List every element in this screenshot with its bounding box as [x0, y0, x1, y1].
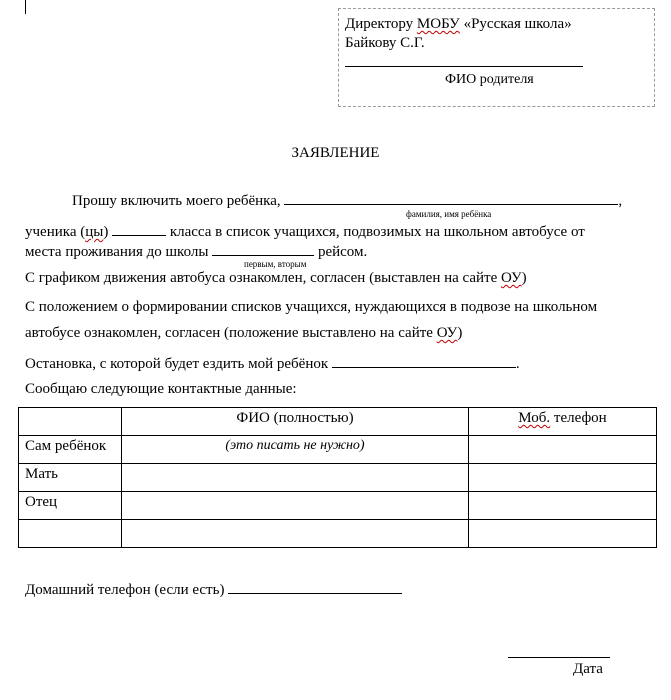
request-text: Прошу включить моего ребёнка, [72, 193, 281, 209]
pupil-text-suffix: цы [85, 224, 104, 240]
class-blank[interactable] [112, 221, 166, 236]
row-label[interactable] [19, 520, 122, 548]
child-name-blank[interactable] [284, 190, 618, 205]
schedule-paren: ) [521, 270, 527, 286]
bus-stop-period: . [515, 356, 520, 372]
request-comma: , [618, 193, 623, 209]
contacts-table [18, 407, 657, 548]
pupil-text-c: ) [103, 224, 109, 240]
regulation-paren: ) [457, 325, 463, 341]
place-text: места проживания до школы [25, 244, 209, 260]
trip-text: рейсом. [314, 244, 368, 260]
regulation-ou: ОУ [436, 325, 458, 341]
home-phone-line [25, 579, 402, 599]
paragraph-bus-stop [25, 353, 520, 373]
header-cell-empty [19, 408, 122, 436]
row-phone-cell[interactable] [469, 436, 657, 464]
text-cursor [25, 0, 26, 14]
home-phone-blank[interactable] [228, 579, 402, 594]
table-row [19, 464, 657, 492]
paragraph-schedule [25, 270, 527, 287]
date-label: Дата [573, 661, 603, 677]
hint-trip: первым, вторым [244, 259, 307, 269]
addressee-block [338, 8, 655, 107]
schedule-ou: ОУ [501, 270, 522, 286]
header-phone-abbr: Моб. [518, 410, 551, 426]
header-cell-phone [469, 408, 657, 436]
table-header-row [19, 408, 657, 436]
addressee-prefix: Директору [345, 16, 417, 32]
paragraph-request-line2 [25, 221, 585, 241]
parent-fio-label: ФИО родителя [445, 72, 534, 87]
row-fio-cell[interactable] [122, 520, 469, 548]
paragraph-regulation-line2 [25, 325, 462, 342]
pupil-text-a: ученика ( [25, 224, 86, 240]
paragraph-contacts-intro: Сообщаю следующие контактные данные: [25, 381, 297, 397]
date-blank[interactable] [508, 657, 610, 658]
addressee-director [345, 16, 572, 33]
row-fio-cell[interactable] [122, 492, 469, 520]
home-phone-label: Домашний телефон (если есть) [25, 582, 225, 598]
row-phone-cell[interactable] [469, 464, 657, 492]
addressee-school-name: «Русская школа» [459, 16, 572, 32]
table-row [19, 492, 657, 520]
bus-stop-blank[interactable] [332, 353, 516, 368]
addressee-name: Байкову С.Г. [345, 35, 425, 51]
row-fio-cell: (это писать не нужно) [122, 436, 469, 464]
hint-child-name: фамилия, имя ребёнка [406, 209, 492, 219]
trip-blank[interactable] [212, 241, 314, 256]
row-phone-cell[interactable] [469, 492, 657, 520]
parent-name-line[interactable] [345, 66, 583, 67]
document-title: ЗАЯВЛЕНИЕ [291, 145, 380, 161]
paragraph-request-line3 [25, 241, 367, 261]
pupil-text-d: класса в список учащихся, подвозимых на школьном автобусе от [166, 224, 585, 240]
row-label: Отец [19, 492, 122, 520]
row-fio-cell[interactable] [122, 464, 469, 492]
row-label: Мать [19, 464, 122, 492]
schedule-text: С графиком движения автобуса ознакомлен, согласен (выставлен на сайте [25, 270, 502, 286]
row-label: Сам ребёнок [19, 436, 122, 464]
paragraph-regulation-line1: С положением о формировании списков учащихся, нуждающихся в подвозе на школьном [25, 299, 598, 315]
header-cell-fio: ФИО (полностью) [122, 408, 469, 436]
paragraph-request-line1 [72, 190, 622, 210]
table-row [19, 436, 657, 464]
addressee-school-abbr: МОБУ [416, 16, 460, 32]
row-phone-cell[interactable] [469, 520, 657, 548]
regulation-text: автобусе ознакомлен, согласен (положение выставлено на сайте [25, 325, 437, 341]
bus-stop-text: Остановка, с которой будет ездить мой ребёнок [25, 356, 329, 372]
table-row [19, 520, 657, 548]
header-phone-word: телефон [550, 410, 607, 426]
